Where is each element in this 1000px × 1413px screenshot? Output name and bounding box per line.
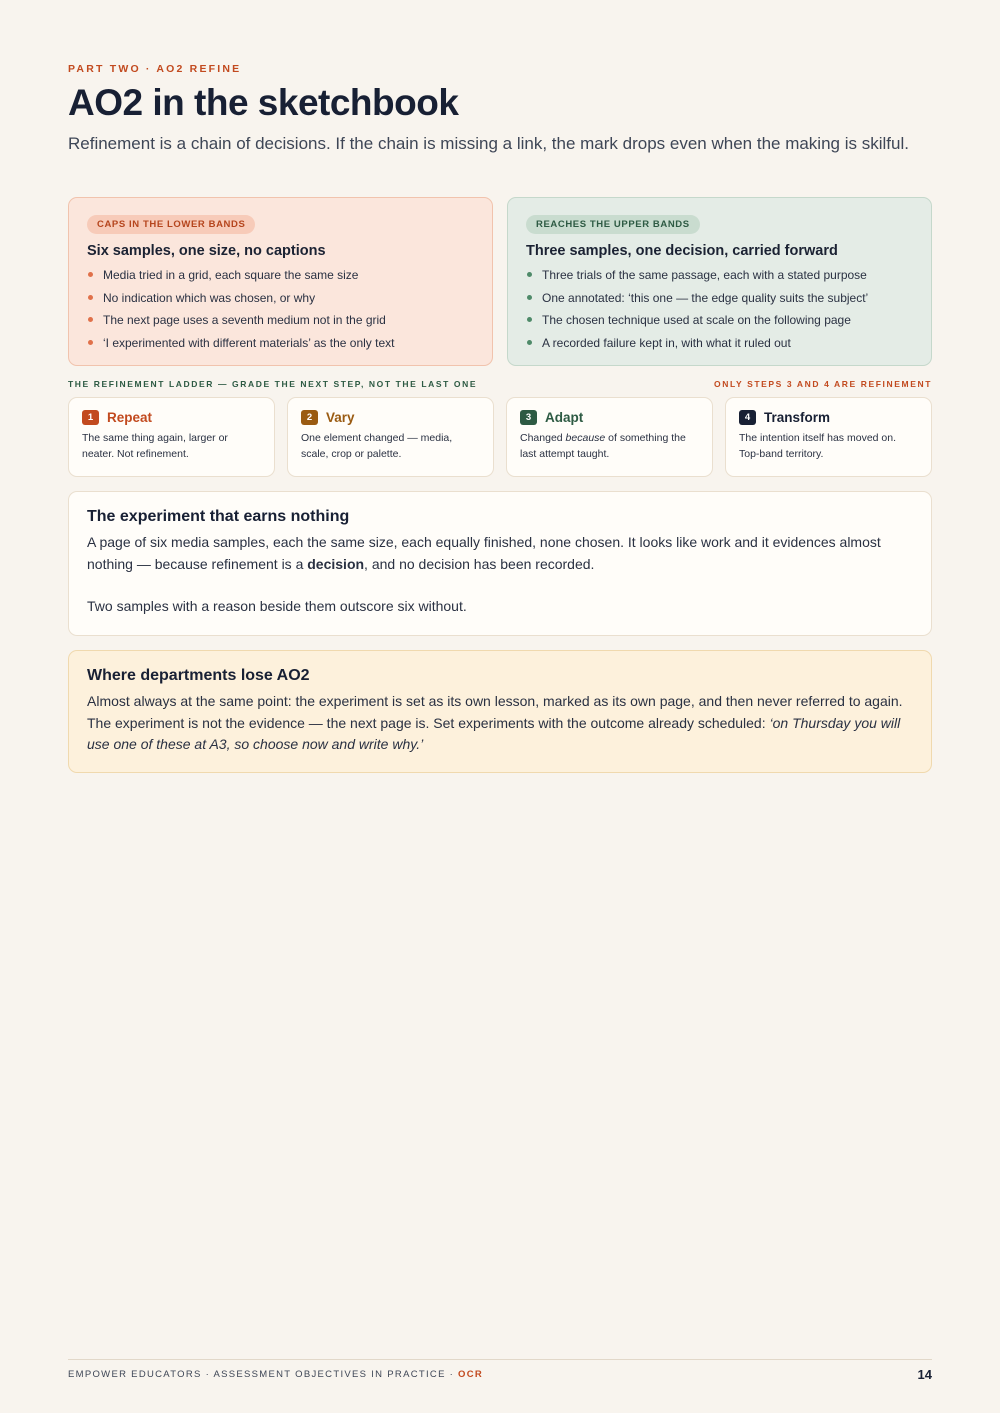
step-transform xyxy=(725,397,932,477)
experiment-callout xyxy=(68,491,932,636)
ladder-title: THE REFINEMENT LADDER — GRADE THE NEXT STEP, NOT THE LAST ONE xyxy=(68,379,478,389)
upper-bands-card xyxy=(507,197,932,366)
list-item: ‘I experimented with different materials’ as the only text xyxy=(87,332,474,355)
step-name: Vary xyxy=(326,410,355,425)
step-name: Adapt xyxy=(545,410,584,425)
ladder-note: ONLY STEPS 3 AND 4 ARE REFINEMENT xyxy=(714,379,932,389)
emphasis: because xyxy=(565,432,606,444)
list-item: One annotated: ‘this one — the edge quality suits the subject’ xyxy=(526,287,913,310)
departments-body: Almost always at the same point: the experiment is set as its own lesson, marked as its own page, and then never referred to again. The experiment is not the evidence — the next page is. Set experiments with the outcome already scheduled: ‘on Thursday you will use one of these at A3, so choose now and write why.’ xyxy=(87,693,903,752)
section-eyebrow: PART TWO · AO2 REFINE xyxy=(68,63,242,75)
refinement-ladder xyxy=(68,397,932,477)
departments-callout xyxy=(68,650,932,773)
step-description: The same thing again, larger or neater. Not refinement. xyxy=(82,432,228,460)
upper-bands-pill: REACHES THE UPPER BANDS xyxy=(526,215,700,234)
step-description: The intention itself has moved on. Top-band territory. xyxy=(739,432,897,460)
emphasis-decision: decision xyxy=(307,555,365,572)
experiment-body: A page of six media samples, each the same size, each equally finished, none chosen. It looks like work and it evidences almost nothing — because refinement is a decision, and no decision has been recorded. xyxy=(87,534,881,572)
page-number: 14 xyxy=(917,1367,932,1382)
step-number-badge: 2 xyxy=(301,410,318,425)
experiment-summary: Two samples with a reason beside them outscore six without. xyxy=(87,598,467,614)
step-description: One element changed — media, scale, crop or palette. xyxy=(301,432,453,460)
step-repeat xyxy=(68,397,275,477)
list-item: Media tried in a grid, each square the same size xyxy=(87,264,474,287)
step-number-badge: 1 xyxy=(82,410,99,425)
lower-bands-pill: CAPS IN THE LOWER BANDS xyxy=(87,215,255,234)
upper-bands-list xyxy=(526,264,913,354)
footer-brand: OCR xyxy=(458,1369,484,1380)
step-name: Repeat xyxy=(107,410,153,425)
step-number-badge: 4 xyxy=(739,410,756,425)
upper-bands-heading: Three samples, one decision, carried forward xyxy=(526,243,838,259)
step-name: Transform xyxy=(764,410,831,425)
step-adapt xyxy=(506,397,713,477)
page-title: AO2 in the sketchbook xyxy=(68,82,459,123)
page-footer xyxy=(68,1368,932,1382)
list-item: Three trials of the same passage, each with a stated purpose xyxy=(526,264,913,287)
step-number-badge: 3 xyxy=(520,410,537,425)
experiment-heading: The experiment that earns nothing xyxy=(87,508,350,525)
footer-text: EMPOWER EDUCATORS · ASSESSMENT OBJECTIVES IN PRACTICE · OCR xyxy=(68,1369,484,1380)
footer-divider xyxy=(68,1359,932,1360)
step-description: Changed because of something the last attempt taught. xyxy=(520,432,686,460)
lower-bands-list xyxy=(87,264,474,354)
departments-heading: Where departments lose AO2 xyxy=(87,667,310,684)
lower-bands-heading: Six samples, one size, no captions xyxy=(87,243,326,259)
list-item: The chosen technique used at scale on the following page xyxy=(526,309,913,332)
comparison-cards xyxy=(68,197,932,366)
list-item: The next page uses a seventh medium not in the grid xyxy=(87,309,474,332)
list-item: No indication which was chosen, or why xyxy=(87,287,474,310)
lower-bands-card xyxy=(68,197,493,366)
departments-quote: ‘on Thursday you will use one of these at A3, so choose now and write why.’ xyxy=(87,714,901,752)
page-lede: Refinement is a chain of decisions. If the chain is missing a link, the mark drops even when the making is skilful. xyxy=(68,134,909,153)
list-item: A recorded failure kept in, with what it ruled out xyxy=(526,332,913,355)
step-vary xyxy=(287,397,494,477)
